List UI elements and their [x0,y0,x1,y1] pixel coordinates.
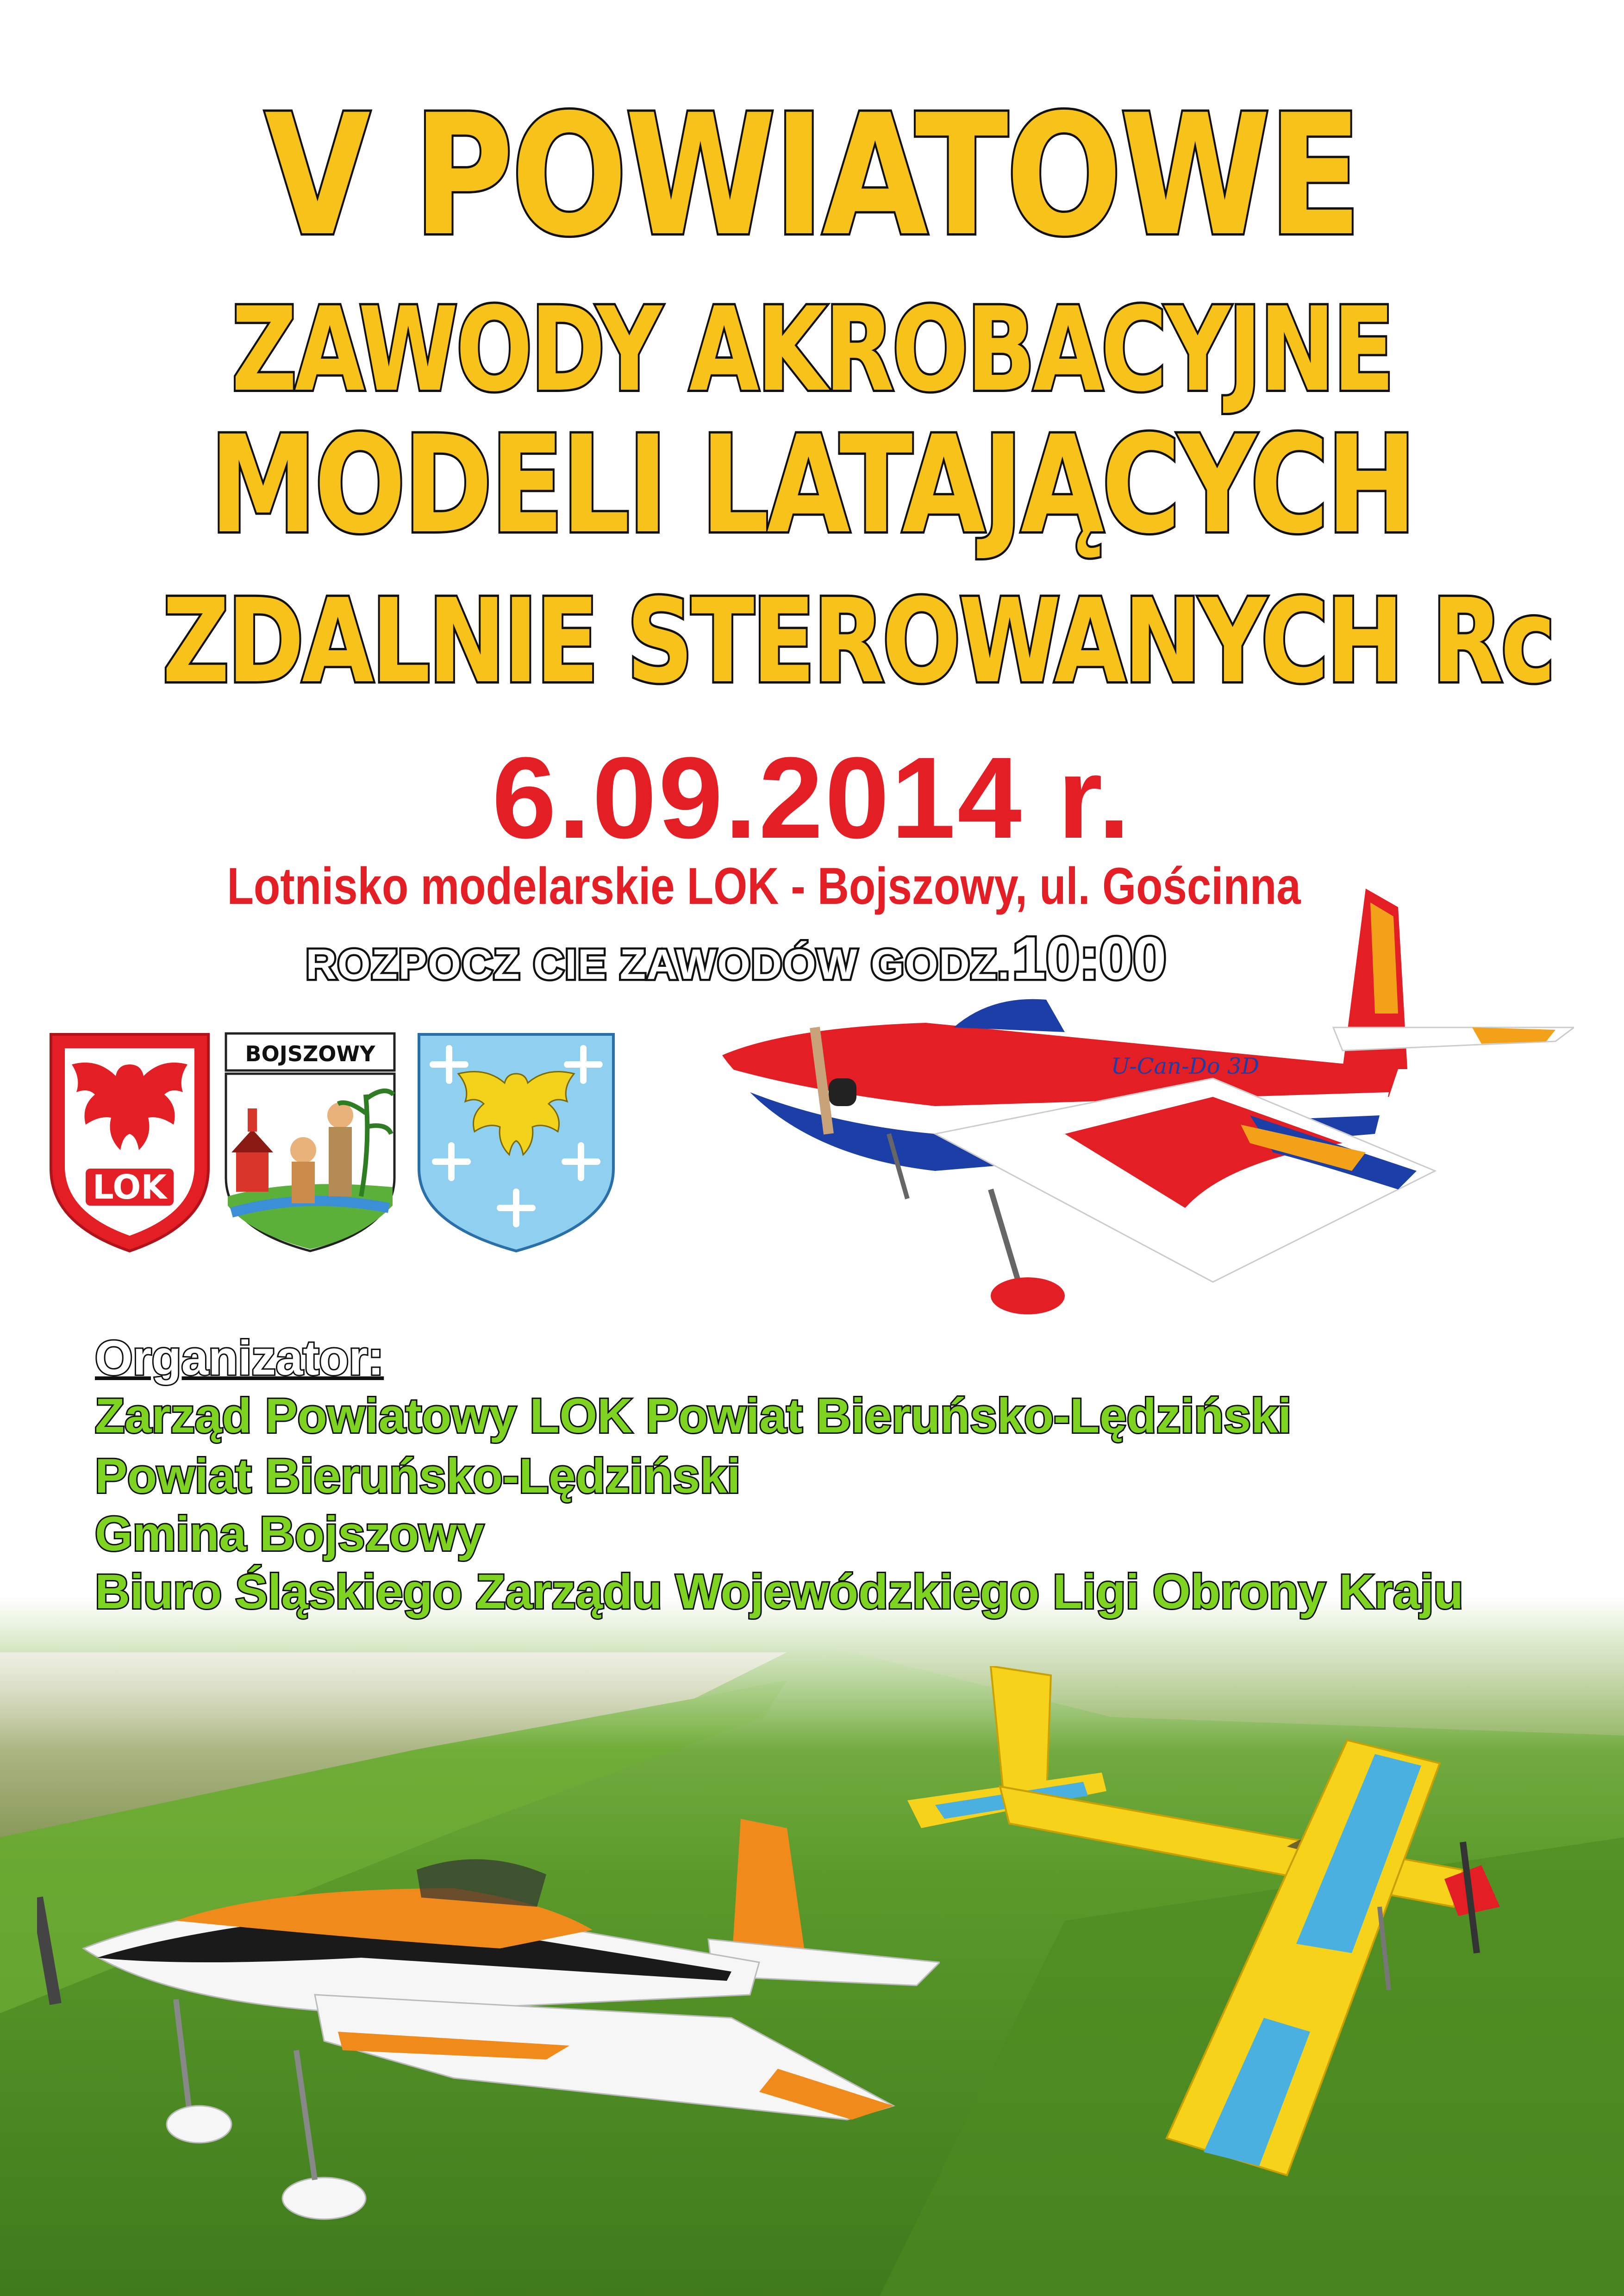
title-line-2: ZAWODY AKROBACYJNE [231,282,1393,417]
title-line-1: V POWIATOWE [264,79,1360,273]
start-label: ROZPOCZ CIE ZAWODÓW GODZ. [306,941,1011,988]
event-venue: Lotnisko modelarskie LOK - Bojszowy, ul. Gościnna [227,857,1301,915]
powiat-coat-of-arms-icon [414,1030,618,1254]
event-date: 6.09.2014 r. [492,733,1132,862]
organizer-item: Gmina Bojszowy [95,1507,484,1561]
bojszowy-crest-text: BOJSZOWY [245,1041,375,1066]
organizer-item: Zarząd Powiatowy LOK Powiat Bieruńsko-Lędziński [95,1389,1292,1443]
title-line-3: MODELI LATAJĄCYCH [210,407,1414,563]
organizer-item: Biuro Śląskiego Zarządu Wojewódzkiego Ligi Obrony Kraju [95,1565,1463,1619]
lok-eagle-crest-icon [46,1030,213,1254]
start-time: 10:00 [1012,924,1167,992]
yellow-blue-plane-image [907,1666,1579,2184]
bojszowy-coat-of-arms-icon [222,1030,398,1254]
organizer-item: Powiat Bieruńsko-Lędziński [95,1449,741,1503]
title-line-4: ZDALNIE STEROWANYCH Rc [162,574,1554,709]
lok-crest-text: LOK [92,1168,167,1207]
orange-white-plane-image [37,1819,940,2226]
organizers-heading: Organizator: [95,1331,384,1385]
plane1-label: U-Can-Do 3D [1111,1053,1259,1079]
red-white-plane-image [694,875,1574,1347]
